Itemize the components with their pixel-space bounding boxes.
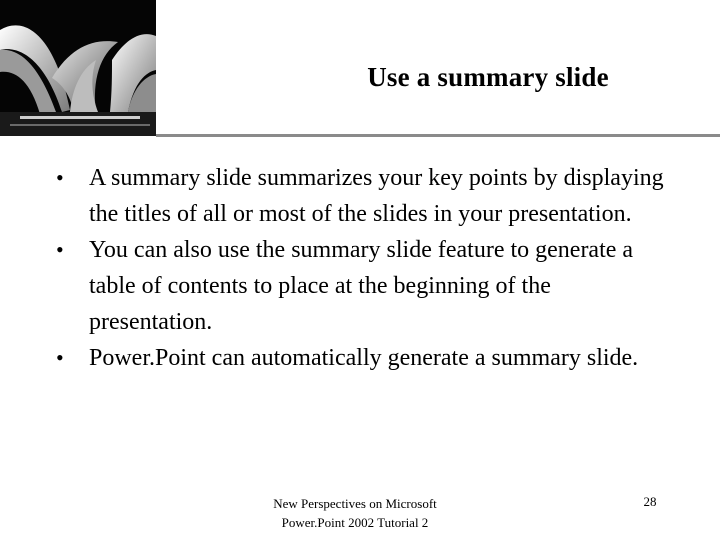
bullet-list: [56, 160, 676, 376]
title-divider: [156, 134, 720, 137]
bullet-item: [56, 340, 676, 376]
bullet-glyph: •: [56, 345, 64, 370]
bullet-text: A summary slide summarizes your key points by displaying the titles of all or most of the slides in your presentation.: [89, 165, 664, 227]
bullet-glyph: •: [56, 237, 64, 262]
footer-line-1: New Perspectives on Microsoft: [273, 496, 437, 511]
bullet-text: You can also use the summary slide feature to generate a table of contents to place at the beginning of the presentation.: [89, 237, 634, 335]
bullet-text: Power.Point can automatically generate a summary slide.: [89, 345, 639, 371]
slide-title: Use a summary slide: [367, 62, 609, 92]
opera-house-photo: [0, 0, 156, 136]
footer-text: [240, 494, 470, 532]
bullet-item: [56, 160, 676, 232]
bullet-glyph: •: [56, 165, 64, 190]
bullet-item: [56, 232, 676, 340]
footer-line-2: Power.Point 2002 Tutorial 2: [281, 515, 429, 530]
page-number: 28: [643, 494, 657, 509]
